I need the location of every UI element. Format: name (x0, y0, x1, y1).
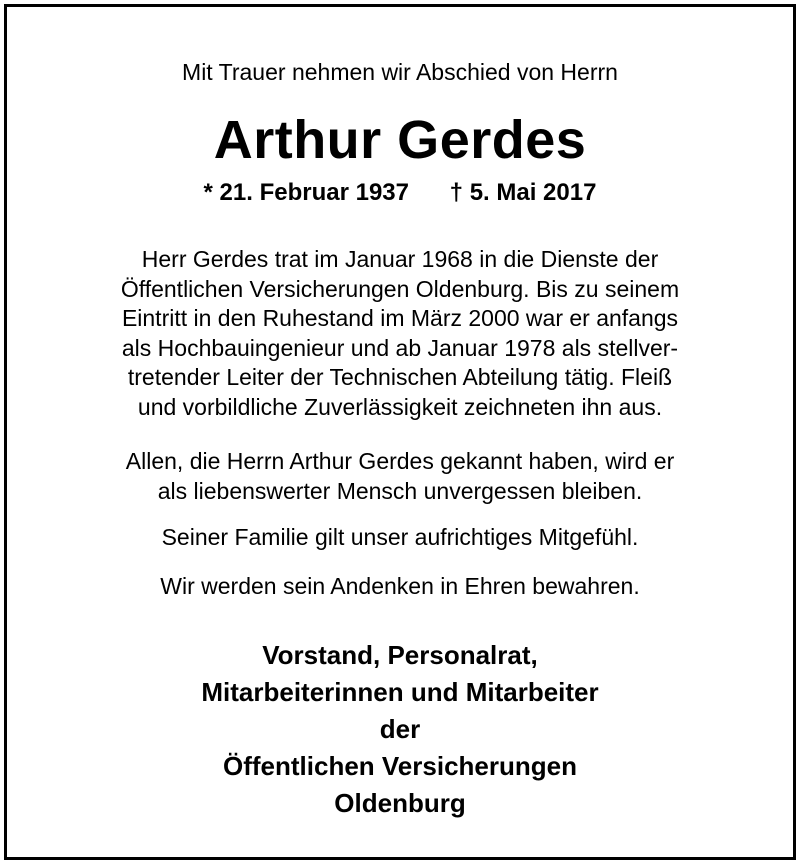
intro-text: Mit Trauer nehmen wir Abschied von Herrn (182, 59, 618, 85)
signature-line: Öffentlichen Versicherungen (223, 751, 577, 781)
deceased-name: Arthur Gerdes (213, 110, 587, 170)
paragraph-line: als Hochbauingenieur und ab Januar 1978 als stellver- (121, 334, 679, 361)
paragraph-line: Herr Gerdes trat im Januar 1968 in die Dienste der (141, 246, 659, 272)
paragraph-line: Eintritt in den Ruhestand im März 2000 war er anfangs (121, 305, 679, 331)
obituary-frame (4, 4, 796, 860)
condolence-paragraph: Seiner Familie gilt unser aufrichtiges Mitgefühl. (161, 524, 639, 550)
death-date: † 5. Mai 2017 (449, 179, 597, 206)
life-dates (7, 177, 793, 209)
signature-line: Oldenburg (334, 788, 466, 818)
paragraph-line: und vorbildliche Zuverlässigkeit zeichneten ihn aus. (137, 393, 663, 420)
career-paragraph (7, 245, 793, 422)
signature-line: Mitarbeiterinnen und Mitarbeiter (201, 677, 599, 707)
paragraph-line: Öffentlichen Versicherungen Oldenburg. Bis zu seinem (120, 275, 680, 302)
remembrance-paragraph (7, 447, 793, 506)
paragraph-line: als liebenswerter Mensch unvergessen bleiben. (157, 477, 643, 504)
birth-date: * 21. Februar 1937 (203, 179, 409, 206)
signature-line: der (379, 714, 421, 744)
honor-paragraph: Wir werden sein Andenken in Ehren bewahren. (160, 573, 640, 599)
paragraph-line: tretender Leiter der Technischen Abteilung tätig. Fleiß (127, 364, 673, 390)
signature-line: Vorstand, Personalrat, (262, 640, 538, 670)
signature-block (7, 637, 793, 822)
paragraph-line: Allen, die Herrn Arthur Gerdes gekannt haben, wird er (125, 448, 675, 474)
